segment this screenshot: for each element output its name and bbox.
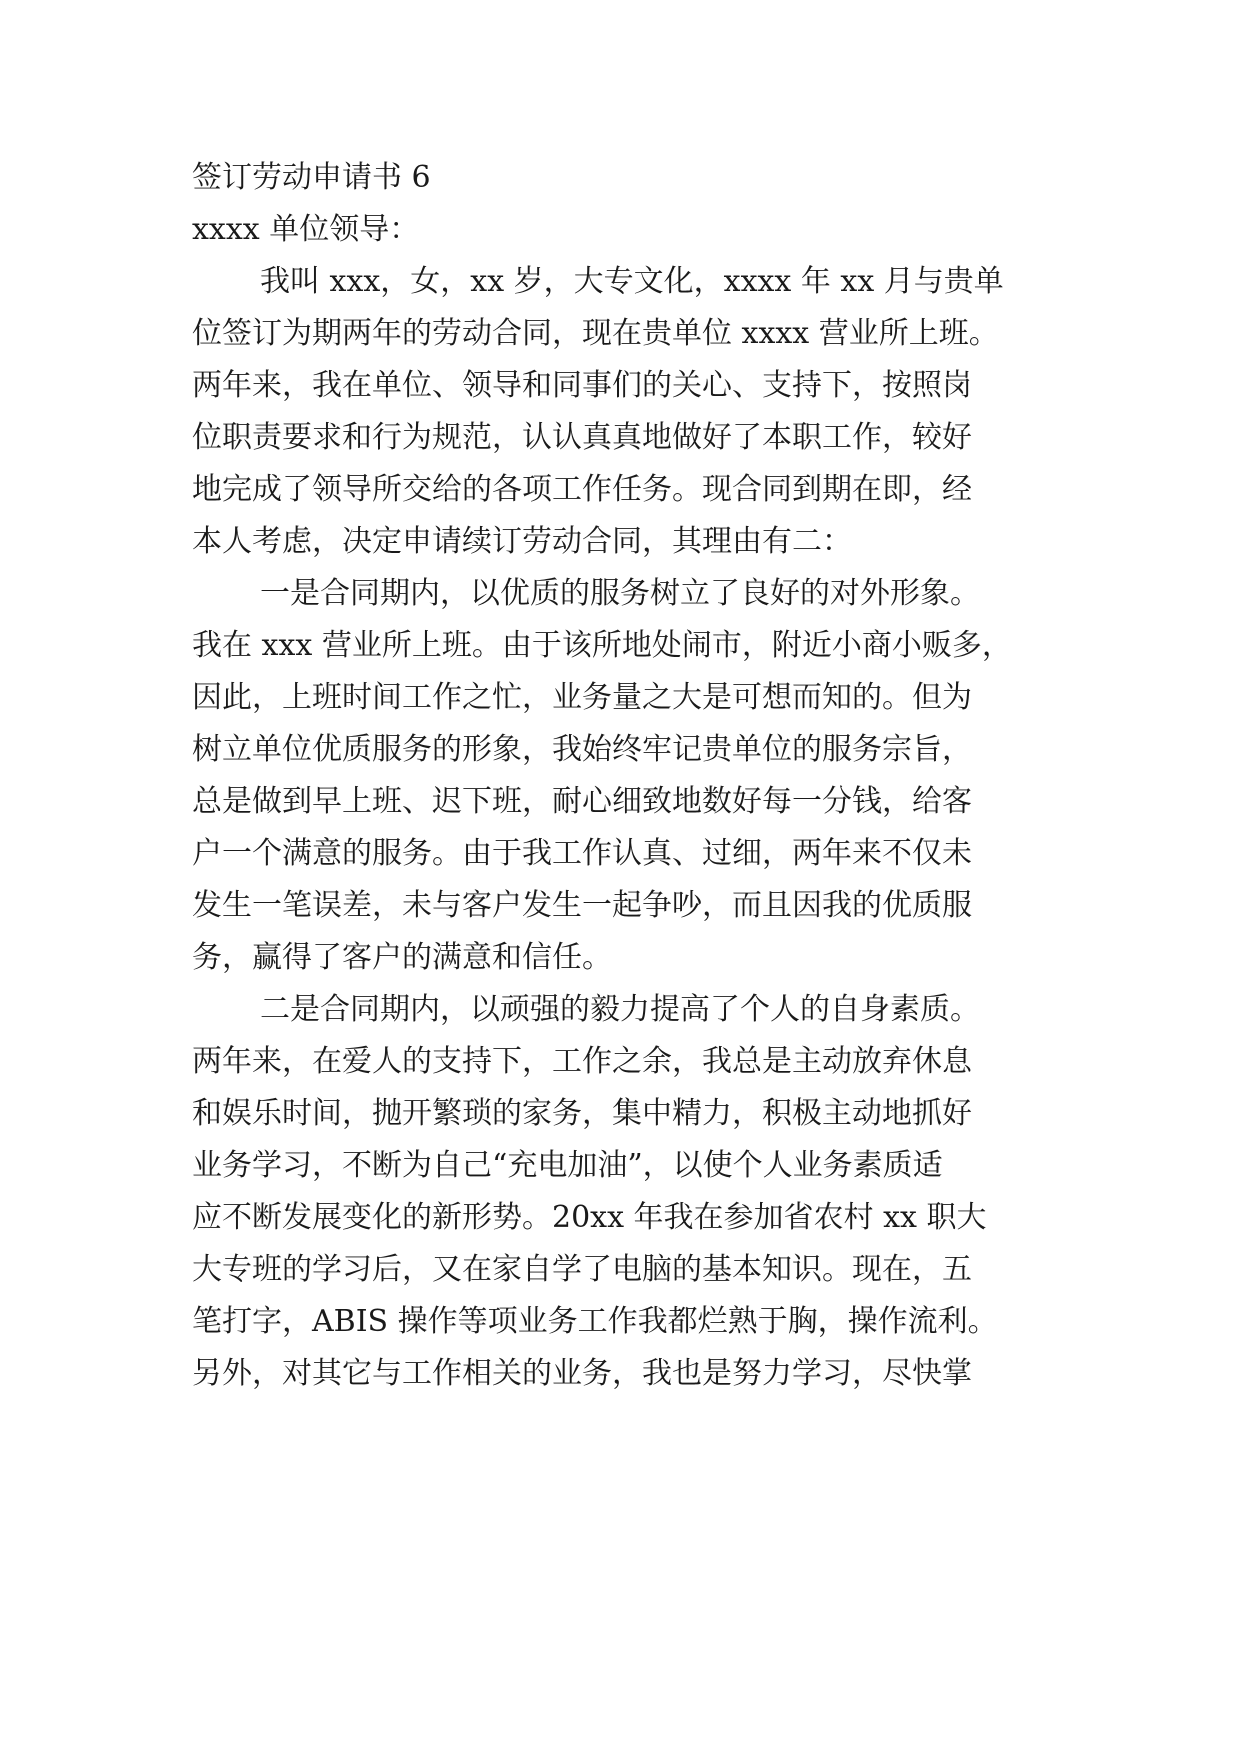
text-line: 本人考虑，决定申请续订劳动合同，其理由有二： [192,524,852,559]
text-line: 发生一笔误差，未与客户发生一起争吵，而且因我的优质服 [192,888,972,923]
text-line: 笔打字，ABIS 操作等项业务工作我都烂熟于胸，操作流利。 [192,1304,998,1339]
text-line: 和娱乐时间，抛开繁琐的家务，集中精力，积极主动地抓好 [192,1096,972,1131]
salutation: xxxx 单位领导： [192,212,420,247]
text-line: 业务学习，不断为自己“充电加油”，以使个人业务素质适 [192,1148,943,1183]
text-line: 两年来，我在单位、领导和同事们的关心、支持下，按照岗 [192,368,972,403]
text-line: 务，赢得了客户的满意和信任。 [192,940,612,975]
text-line: 树立单位优质服务的形象，我始终牢记贵单位的服务宗旨， [192,732,972,767]
text-line: 我叫 xxx，女，xx 岁，大专文化，xxxx 年 xx 月与贵单 [260,264,1004,299]
text-line: 二是合同期内，以顽强的毅力提高了个人的自身素质。 [260,992,980,1027]
text-line: 地完成了领导所交给的各项工作任务。现合同到期在即，经 [192,472,972,507]
text-line: 一是合同期内，以优质的服务树立了良好的对外形象。 [260,576,980,611]
text-line: 应不断发展变化的新形势。20xx 年我在参加省农村 xx 职大 [192,1200,987,1235]
text-line: 我在 xxx 营业所上班。由于该所地处闹市，附近小商小贩多， [192,628,1012,663]
text-line: 户一个满意的服务。由于我工作认真、过细，两年来不仅未 [192,836,972,871]
text-line: 因此，上班时间工作之忙，业务量之大是可想而知的。但为 [192,680,972,715]
text-line: 两年来，在爱人的支持下，工作之余，我总是主动放弃休息 [192,1044,972,1079]
text-line: 总是做到早上班、迟下班，耐心细致地数好每一分钱，给客 [192,784,972,819]
text-line: 另外，对其它与工作相关的业务，我也是努力学习，尽快掌 [192,1356,972,1391]
text-line: 位签订为期两年的劳动合同，现在贵单位 xxxx 营业所上班。 [192,316,999,351]
text-line: 大专班的学习后，又在家自学了电脑的基本知识。现在，五 [192,1252,972,1287]
document-title: 签订劳动申请书 6 [192,160,431,195]
text-line: 位职责要求和行为规范，认认真真地做好了本职工作，较好 [192,420,972,455]
